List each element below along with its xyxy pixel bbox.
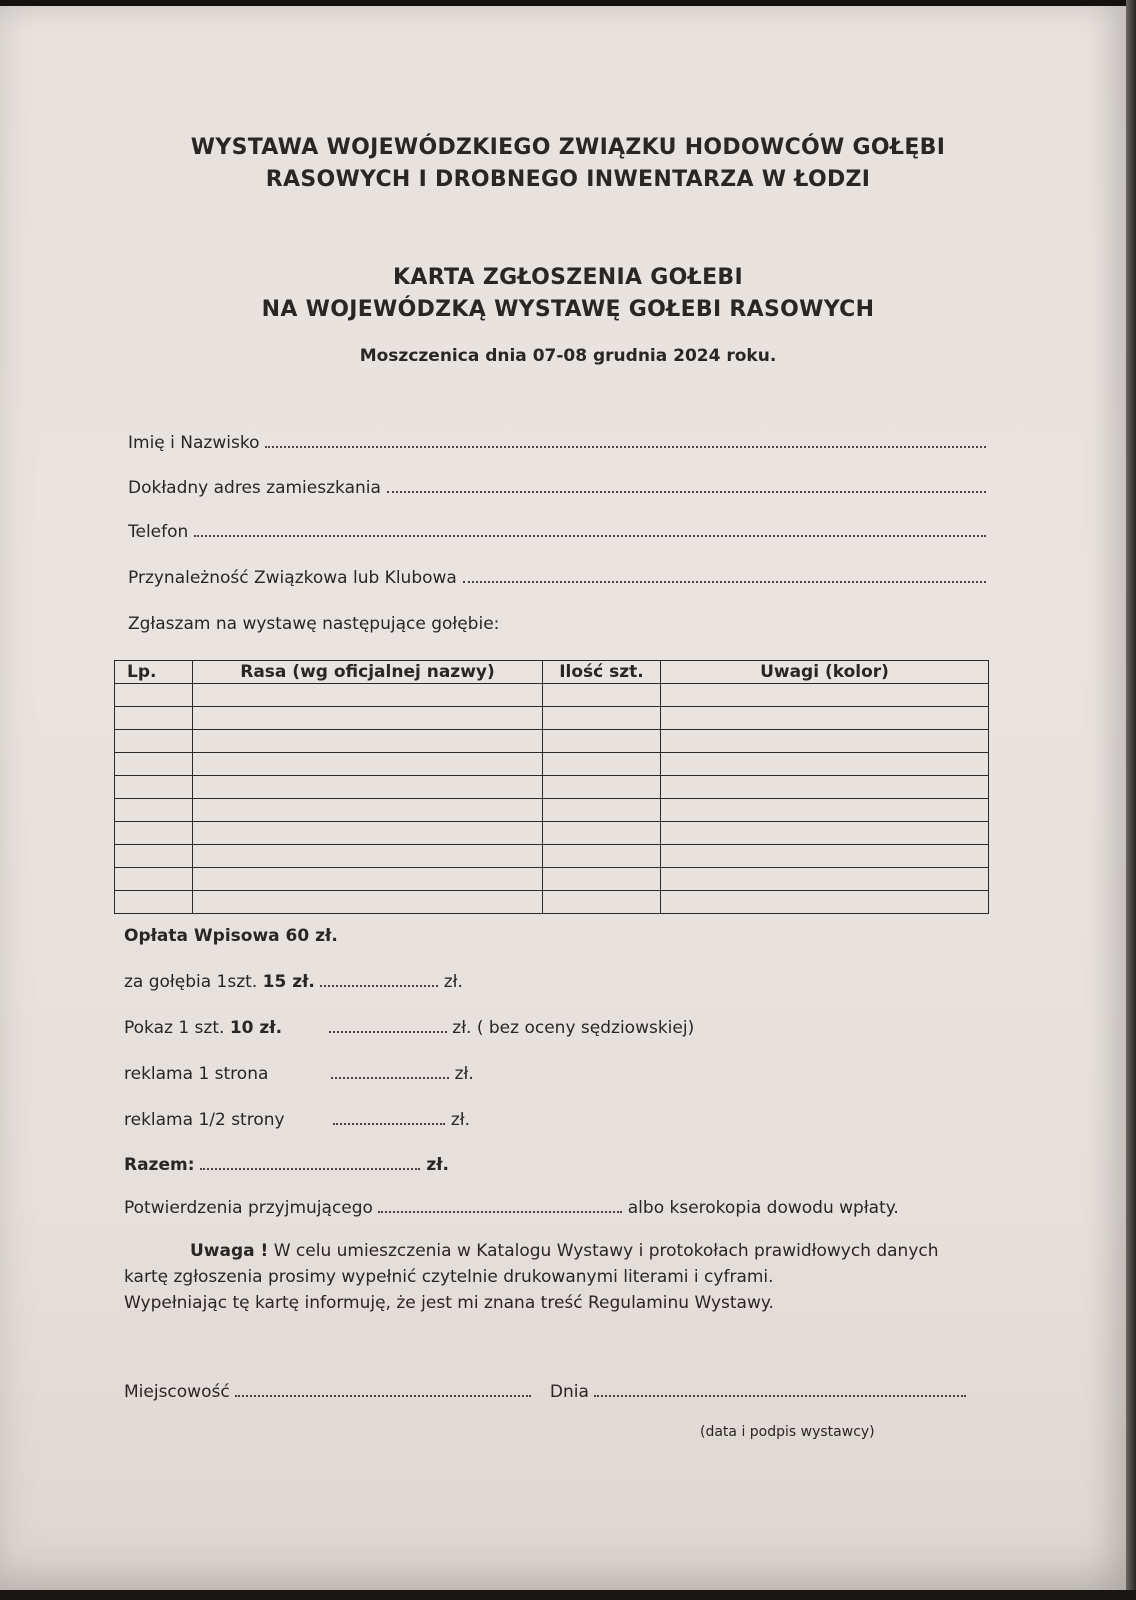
ad-full-amount-blank[interactable] [331,1065,449,1079]
phone-field[interactable] [128,521,986,547]
total-amount-blank[interactable] [200,1156,420,1170]
organization-heading-line2: RASOWYCH I DROBNEGO INWENTARZA W ŁODZI [265,167,871,192]
table-cell[interactable] [661,753,989,776]
name-label: Imię i Nazwisko [128,433,260,453]
form-title-line1: KARTA ZGŁOSZENIA GOŁEBI [393,265,743,290]
ad-full-label: reklama 1 strona [124,1064,269,1084]
column-header-breed: Rasa (wg oficjalnej nazwy) [193,661,543,684]
total-label: Razem: [124,1155,195,1175]
table-cell[interactable] [115,822,193,845]
address-blank[interactable] [387,477,986,493]
table-cell[interactable] [193,845,543,868]
confirmation-suffix: albo kserokopia dowodu wpłaty. [627,1198,899,1218]
ad-half-label: reklama 1/2 strony [124,1110,285,1130]
address-field[interactable] [128,477,986,503]
notice-declaration: Wypełniając tę kartę informuję, że jest mi znana treść Regulaminu Wystawy. [124,1293,774,1313]
per-pigeon-price: 15 zł. [262,972,315,992]
organization-heading [0,132,1136,196]
table-cell[interactable] [115,684,193,707]
confirmation-row [124,1198,899,1218]
table-cell[interactable] [543,776,661,799]
table-cell[interactable] [193,891,543,914]
place-label: Miejscowość [124,1382,230,1402]
organization-heading-line1: WYSTAWA WOJEWÓDZKIEGO ZWIĄZKU HODOWCÓW GOŁĘBI [190,135,946,160]
signature-caption: (data i podpis wystawcy) [700,1424,875,1440]
table-cell[interactable] [115,730,193,753]
ad-full-fee-row [124,1064,474,1084]
notice-lead: Uwaga ! [190,1241,269,1261]
table-cell[interactable] [193,868,543,891]
entry-intro: Zgłaszam na wystawę następujące gołębie: [128,614,500,634]
table-cell[interactable] [115,707,193,730]
show-amount-blank[interactable] [329,1019,447,1033]
date-label: Dnia [549,1382,589,1402]
table-cell[interactable] [193,776,543,799]
form-title [0,262,1136,326]
ad-half-amount-blank[interactable] [333,1111,445,1125]
table-cell[interactable] [193,753,543,776]
table-row [115,753,989,776]
show-label: Pokaz 1 szt. [124,1018,225,1038]
table-cell[interactable] [543,684,661,707]
table-cell[interactable] [543,753,661,776]
address-label: Dokładny adres zamieszkania [128,478,381,498]
total-currency: zł. [426,1155,450,1175]
table-cell[interactable] [661,707,989,730]
show-currency: zł. [452,1018,472,1038]
table-cell[interactable] [115,891,193,914]
table-cell[interactable] [661,730,989,753]
show-price: 10 zł. [229,1018,283,1038]
total-row [124,1155,449,1175]
table-cell[interactable] [193,707,543,730]
table-cell[interactable] [543,799,661,822]
entry-fee: Opłata Wpisowa 60 zł. [124,926,338,946]
bottom-edge [0,1590,1136,1600]
table-cell[interactable] [543,707,661,730]
name-blank[interactable] [265,432,986,448]
confirmation-blank[interactable] [378,1199,622,1213]
table-cell[interactable] [543,845,661,868]
table-cell[interactable] [193,799,543,822]
table-row [115,868,989,891]
club-field[interactable] [128,567,986,593]
table-row [115,799,989,822]
ad-half-fee-row [124,1110,470,1130]
table-cell[interactable] [115,753,193,776]
ad-half-currency: zł. [450,1110,470,1130]
place-blank[interactable] [235,1383,531,1397]
table-cell[interactable] [661,776,989,799]
table-row [115,891,989,914]
table-row [115,684,989,707]
per-pigeon-label: za gołębia 1szt. [124,972,258,992]
table-cell[interactable] [115,868,193,891]
table-cell[interactable] [543,891,661,914]
table-cell[interactable] [661,684,989,707]
show-fee-row [124,1018,694,1038]
table-cell[interactable] [661,845,989,868]
table-row [115,707,989,730]
table-row [115,845,989,868]
table-cell[interactable] [661,868,989,891]
column-header-notes: Uwagi (kolor) [661,661,989,684]
date-signature-blank[interactable] [594,1383,966,1397]
table-cell[interactable] [661,799,989,822]
signature-row [124,1382,966,1402]
table-cell[interactable] [193,730,543,753]
table-cell[interactable] [543,868,661,891]
table-cell[interactable] [193,684,543,707]
table-cell[interactable] [661,822,989,845]
table-row [115,730,989,753]
table-cell[interactable] [543,730,661,753]
page-edge [1126,0,1136,1600]
table-cell[interactable] [115,776,193,799]
table-row [115,822,989,845]
per-pigeon-fee-row [124,972,463,992]
notice-text: W celu umieszczenia w Katalogu Wystawy i protokołach prawidłowych danych kartę zgłoszenia prosimy wypełnić czytelnie drukowanymi literami i cyframi. [124,1241,939,1287]
column-header-lp: Lp. [115,661,193,684]
confirmation-label: Potwierdzenia przyjmującego [124,1198,373,1218]
phone-label: Telefon [128,522,189,542]
per-pigeon-amount-blank[interactable] [320,973,438,987]
form-title-line2: NA WOJEWÓDZKĄ WYSTAWĘ GOŁEBI RASOWYCH [261,297,875,322]
pigeon-entry-table [114,660,989,914]
phone-blank[interactable] [194,521,986,537]
table-header-row [115,661,989,684]
column-header-quantity: Ilość szt. [543,661,661,684]
table-cell[interactable] [193,822,543,845]
event-date: Moszczenica dnia 07-08 grudnia 2024 roku. [359,346,777,366]
table-row [115,776,989,799]
ad-full-currency: zł. [454,1064,474,1084]
club-label: Przynależność Związkowa lub Klubowa [128,568,457,588]
table-cell[interactable] [115,845,193,868]
table-cell[interactable] [115,799,193,822]
table-cell[interactable] [543,822,661,845]
club-blank[interactable] [463,567,986,583]
show-note: ( bez oceny sędziowskiej) [476,1018,695,1038]
per-pigeon-currency: zł. [443,972,463,992]
name-field[interactable] [128,432,986,458]
table-cell[interactable] [661,891,989,914]
notice-paragraph [124,1238,984,1316]
